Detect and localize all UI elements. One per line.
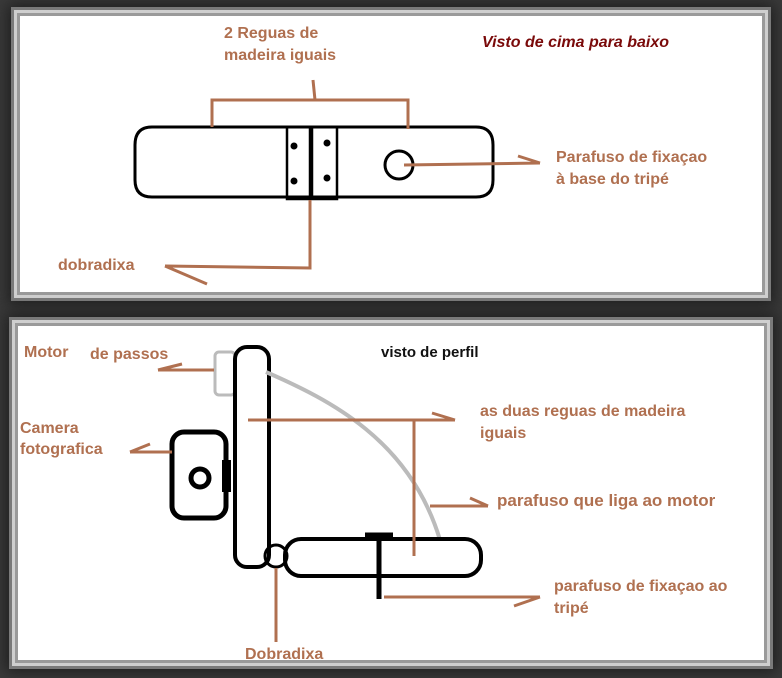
hinge-screw bbox=[291, 178, 298, 185]
motor-bolt-leader bbox=[430, 498, 488, 506]
camera-body bbox=[172, 432, 226, 518]
side-view-title: visto de perfil bbox=[381, 344, 479, 361]
hinge-leader bbox=[165, 200, 310, 284]
horizontal-ruler bbox=[285, 539, 481, 576]
camera-lens bbox=[191, 469, 209, 487]
label-parafuso-motor: parafuso que liga ao motor bbox=[497, 491, 716, 510]
hinge-right-plate bbox=[312, 127, 337, 199]
hinge-left-plate bbox=[287, 127, 310, 199]
camera-leader bbox=[130, 444, 172, 452]
top-view-title: Visto de cima para baixo bbox=[482, 34, 670, 51]
vertical-ruler bbox=[235, 347, 269, 567]
label-dobradixa-top: dobradixa bbox=[58, 257, 135, 274]
label-parafuso-tripe: parafuso de fixaçao ao tripé bbox=[554, 578, 728, 617]
top-view-leaders bbox=[165, 80, 540, 284]
bolt-leader bbox=[404, 156, 540, 165]
label-reguas-side: as duas reguas de madeira iguais bbox=[480, 403, 686, 442]
label-camera: Camera fotografica bbox=[20, 420, 103, 458]
left-ruler bbox=[135, 127, 310, 197]
tripod-bolt bbox=[365, 535, 393, 599]
tripod-bolt-leader bbox=[384, 597, 540, 606]
rulers-bracket bbox=[212, 80, 408, 129]
label-reguas-top: 2 Reguas de madeira iguais bbox=[224, 25, 337, 64]
label-motor: Motor bbox=[24, 344, 69, 361]
hinge-screw bbox=[324, 140, 331, 147]
rulers-leader bbox=[248, 413, 455, 556]
label-dobradixa-side: Dobradixa bbox=[245, 646, 324, 663]
side-view-drawing bbox=[172, 347, 481, 599]
label-parafuso-base: Parafuso de fixaçao à base do tripé bbox=[556, 149, 708, 188]
label-de-passos: de passos bbox=[90, 346, 169, 363]
camera-grip bbox=[222, 460, 231, 492]
stepper-motor bbox=[215, 352, 235, 395]
hinge-screw bbox=[324, 175, 331, 182]
hinge-screw bbox=[291, 143, 298, 150]
